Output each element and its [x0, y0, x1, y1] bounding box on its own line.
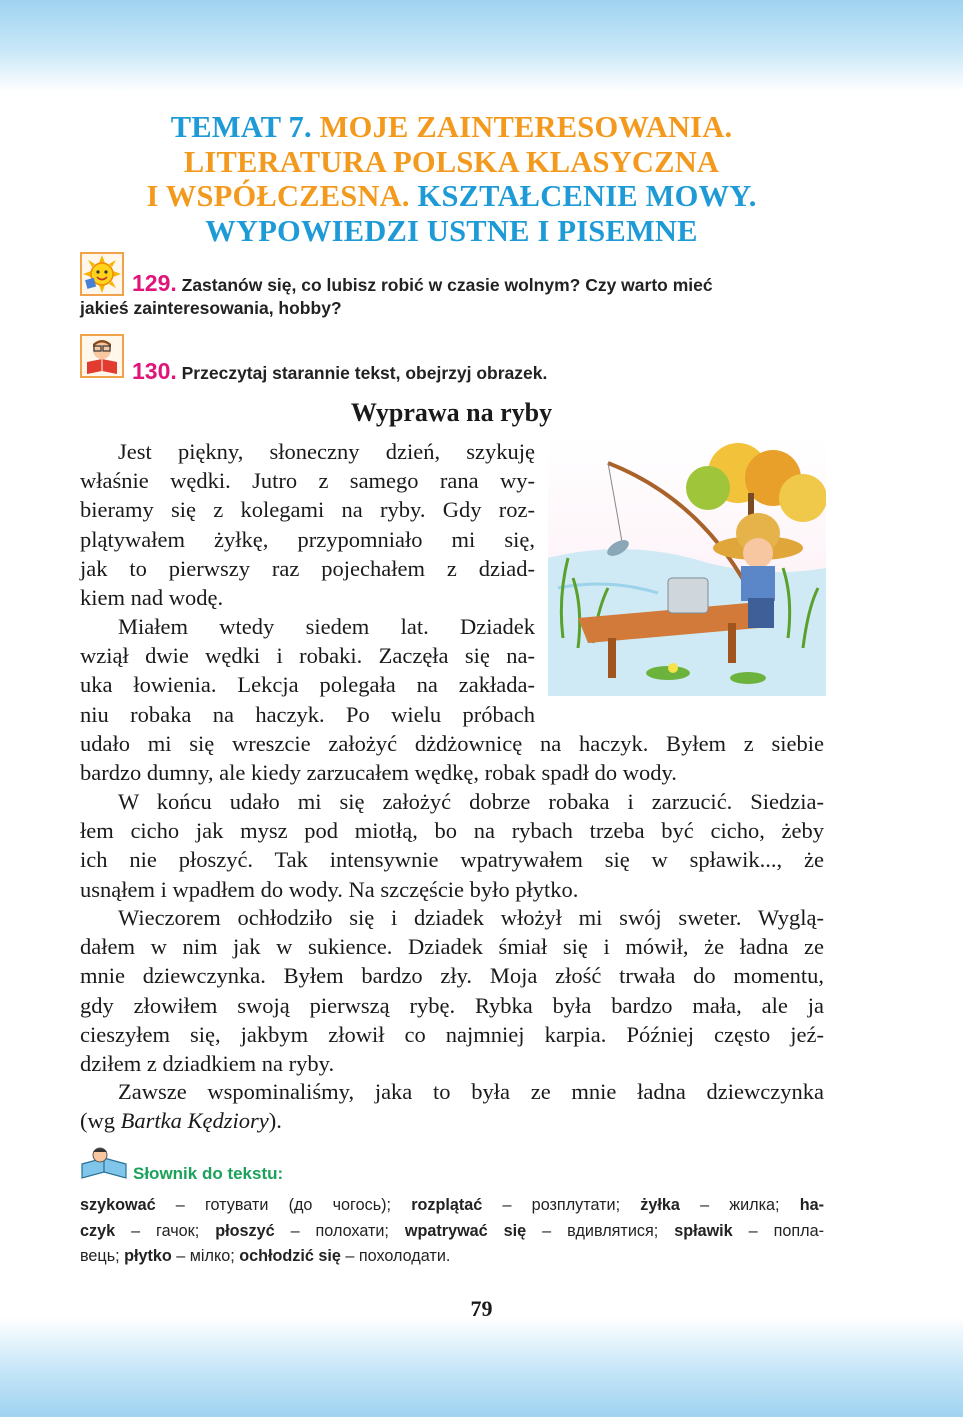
paragraph-4 [80, 903, 824, 1078]
dictionary-line [80, 1244, 824, 1270]
dict-word: ha- [799, 1196, 824, 1214]
source-line [80, 1106, 824, 1135]
page-number: 79 [470, 1296, 493, 1321]
text-line: Wieczorem ochłodziło się i dziadek włożył mi swój sweter. Wyglą- [118, 905, 824, 930]
dictionary-book-icon [80, 1146, 128, 1184]
text-line: jak to pierwszy raz pojechałem z dziad- [80, 555, 535, 581]
dict-translation: – мілко; [171, 1247, 240, 1265]
bottom-band [0, 1317, 963, 1417]
text-line: plątywałem żyłkę, przypomniało mi się, [80, 526, 535, 552]
task-text: Zastanów się, co lubisz robić w czasie wolnym? Czy warto mieć [176, 275, 713, 295]
dict-word: rozplątać [411, 1196, 483, 1214]
source-suffix: ). [268, 1108, 282, 1134]
dict-word: ochłodzić się [239, 1247, 341, 1265]
text-line: bardzo dumny, ale kiedy zarzucałem wędkę, robak spadł do wody. [80, 760, 677, 786]
dict-translation: – жилка; [679, 1196, 800, 1214]
task-text: jakieś zainteresowania, hobby? [80, 298, 342, 318]
dictionary-line [80, 1193, 824, 1219]
text-line: niu robaka na haczyk. Po wielu próbach [80, 701, 535, 727]
dict-translation: – похолодати. [340, 1247, 451, 1265]
task-number: 129. [132, 270, 177, 296]
paragraph-5 [80, 1077, 824, 1135]
story-title: Wyprawa na ryby [350, 398, 553, 427]
paragraph-2-continued [80, 729, 824, 787]
text-line: łem cicho jak mysz pod miotłą, bo na rybach trzeba być cicho, żeby [80, 818, 824, 844]
dict-word: spławik [674, 1221, 733, 1240]
dict-translation: – гачок; [115, 1221, 216, 1240]
top-band [0, 0, 963, 92]
source-prefix: (wg [80, 1108, 121, 1134]
text-line: dziłem z dziadkiem na ryby. [80, 1051, 335, 1077]
title-part: KSZTAŁCENIE MOWY. [417, 179, 757, 213]
text-line: usnąłem i wpadłem do wody. Na szczęście było płytko. [80, 876, 579, 902]
dict-translation: вець; [80, 1247, 125, 1265]
task-text: Przeczytaj starannie tekst, obejrzyj obrazek. [176, 363, 548, 383]
title-part: MOJE ZAINTERESOWANIA. [319, 110, 733, 144]
text-line: bieramy się z kolegami na ryby. Gdy roz- [80, 497, 535, 523]
dict-translation: – полохати; [274, 1221, 405, 1240]
title-part: I WSPÓŁCZESNA. [146, 179, 418, 213]
text-line: uka łowienia. Lekcja polegała na zakłada- [80, 672, 535, 698]
dictionary-body [80, 1193, 824, 1270]
task-number: 130. [132, 358, 177, 384]
task-130 [80, 358, 825, 385]
text-line: mnie dziewczynka. Byłem bardzo zły. Moja złość trwała do momentu, [80, 963, 824, 989]
dict-word: żyłka [640, 1196, 680, 1214]
dict-word: płoszyć [215, 1221, 275, 1240]
dict-translation: – розплутати; [482, 1196, 641, 1214]
dictionary-line [80, 1219, 824, 1245]
paragraph-3 [80, 787, 824, 904]
fishing-boy-illustration [548, 438, 826, 696]
title-part: WYPOWIEDZI USTNE I PISEMNE [205, 213, 698, 248]
text-line: Jest piękny, słoneczny dzień, szykuję [118, 439, 535, 464]
text-line: W końcu udało mi się założyć dobrze robaka i zarzucić. Siedzia- [118, 789, 824, 814]
text-line: gdy złowiłem swoją pierwszą rybę. Rybka była bardzo mała, ale ja [80, 992, 824, 1018]
text-line: Miałem wtedy siedem lat. Dziadek [118, 614, 535, 639]
paragraph-1 [80, 437, 535, 612]
text-line: dałem w nim jak w sukience. Dziadek śmiał się i mówił, że ładna ze [80, 934, 824, 960]
dict-translation: – вдивлятися; [526, 1221, 675, 1240]
paragraph-2 [80, 612, 535, 729]
text-line: kiem nad wodę. [80, 585, 224, 611]
text-line: wziął dwie wędki i robaki. Zaczęła się na- [80, 643, 535, 669]
text-line: ich nie płoszyć. Tak intensywnie wpatrywałem się w spławik..., że [80, 847, 824, 873]
title-part: TEMAT 7. [170, 110, 320, 144]
author-name: Bartka Kędziory [120, 1108, 269, 1134]
text-line: właśnie wędki. Jutro z samego rana wy- [80, 468, 535, 494]
dict-word: płytko [124, 1247, 172, 1265]
dict-translation: – попла- [732, 1221, 824, 1240]
dict-word: szykować [80, 1196, 156, 1214]
dict-translation: – готувати (до чогось); [155, 1196, 412, 1214]
text-line: udało mi się wreszcie założyć dżdżownicę na haczyk. Byłem z siebie [80, 731, 824, 756]
dict-word: czyk [80, 1221, 116, 1240]
text-line: Zawsze wspominaliśmy, jaka to była ze mnie ładna dziewczynka [118, 1079, 824, 1104]
task-129 [80, 270, 825, 319]
text-line: cieszyłem się, jakbym złowił co najmniej karpia. Później często jeź- [80, 1021, 824, 1047]
dictionary-heading: Słownik do tekstu: [133, 1164, 284, 1183]
dict-word: wpatrywać się [404, 1221, 527, 1240]
title-part: LITERATURA POLSKA KLASYCZNA [183, 144, 720, 179]
topic-title [80, 110, 823, 248]
